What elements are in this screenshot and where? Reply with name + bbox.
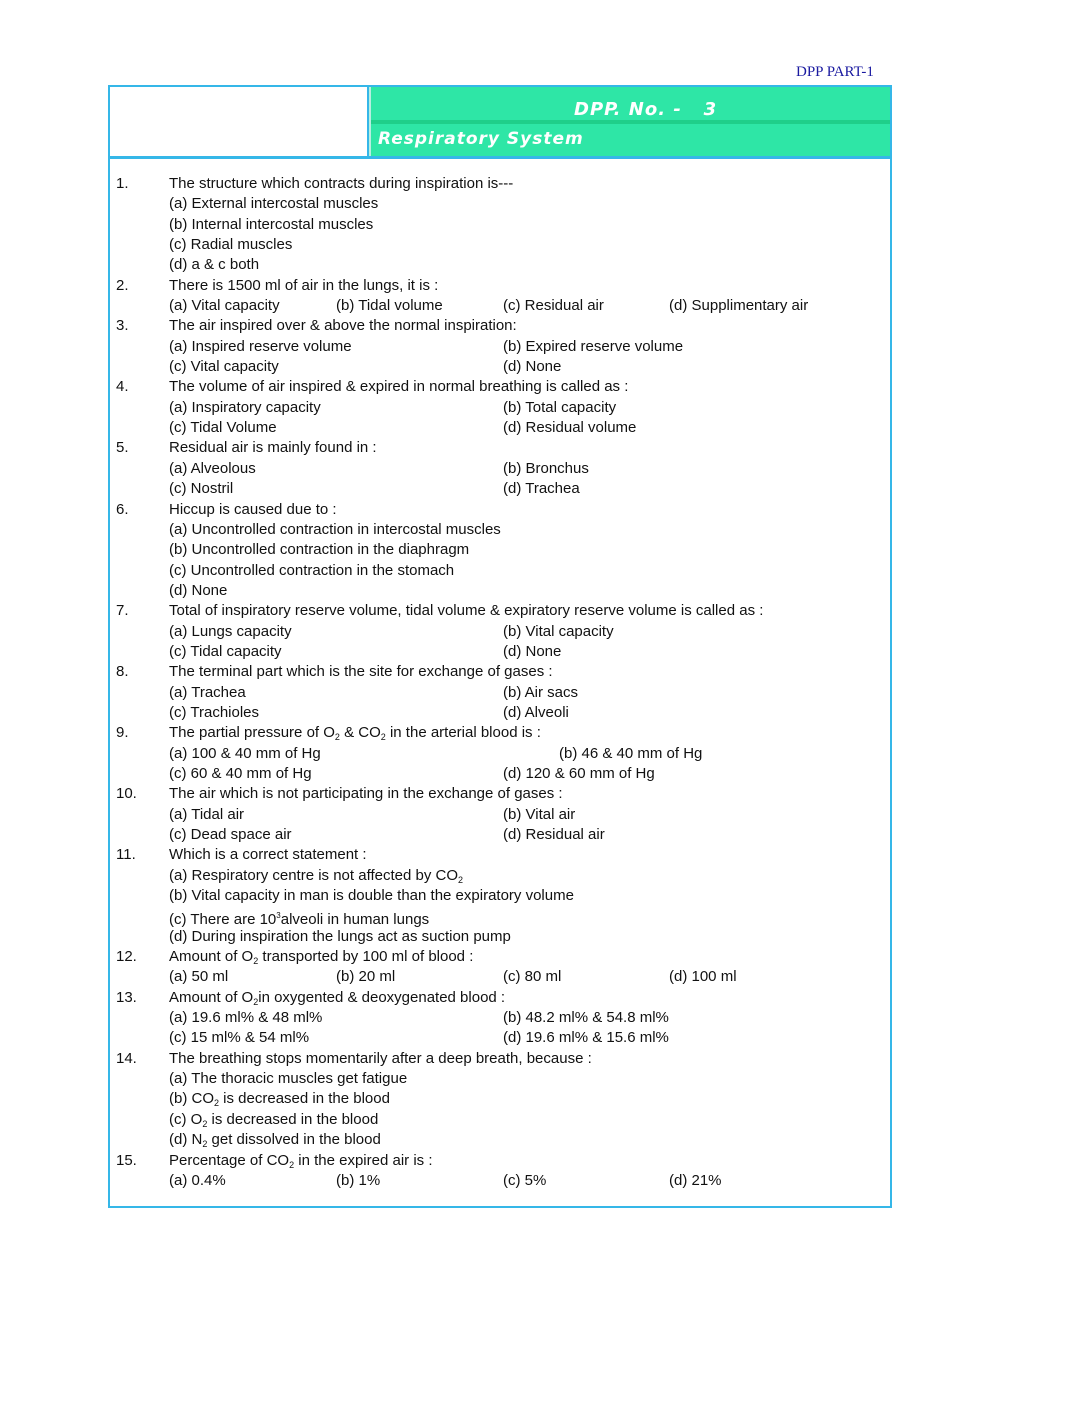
question-text: Amount of $O_2in$ oxygented & deoxygenated blood : (169, 988, 506, 1007)
option: (c) 80 ml (503, 968, 562, 986)
option-line (110, 703, 890, 723)
question-line (110, 500, 890, 520)
option: (a) External intercostal muscles (169, 195, 379, 213)
option: (d) Alveoli (503, 703, 569, 721)
question-number: 2. (116, 276, 129, 294)
question-line (110, 988, 890, 1008)
option-line (110, 1110, 890, 1130)
option: (a) 50 ml (169, 968, 229, 986)
option: (d) 120 & 60 mm of Hg (503, 764, 655, 782)
option: (b) 46 & 40 mm of Hg (559, 744, 703, 762)
option: (b) Air sacs (503, 683, 579, 701)
option: (b) 20 ml (336, 968, 396, 986)
option: (a) 19.6 ml% & 48 ml% (169, 1009, 323, 1027)
question-number: 11. (116, 846, 136, 864)
topic-title: Respiratory System (378, 129, 584, 149)
question-number: 10. (116, 785, 137, 803)
option-line (110, 927, 890, 947)
option: (b) 1% (336, 1171, 381, 1189)
option: (c) Trachioles (169, 703, 260, 721)
option-line (110, 255, 890, 275)
question-number: 9. (116, 724, 129, 742)
option: (d) Trachea (503, 480, 580, 498)
option: (b) Internal intercostal muscles (169, 215, 374, 233)
option: (b) $CO_2$ is decreased in the blood (169, 1090, 390, 1109)
option: (a) Vital capacity (169, 297, 280, 315)
option: (b) Vital capacity in man is double than the expiratory volume (169, 887, 574, 905)
question-line (110, 784, 890, 804)
option: (d) Supplimentary air (669, 297, 809, 315)
option-line (110, 825, 890, 845)
option: (b) 48.2 ml% & 54.8 ml% (503, 1009, 669, 1027)
question-text: The air inspired over & above the normal inspiration: (169, 317, 517, 335)
question-number: 14. (116, 1049, 137, 1067)
option: (a) 0.4% (169, 1171, 226, 1189)
option: (c) Nostril (169, 480, 234, 498)
question-line (110, 947, 890, 967)
question-number: 12. (116, 948, 137, 966)
question-line (110, 377, 890, 397)
option-line (110, 561, 890, 581)
option: (c) Residual air (503, 297, 604, 315)
option: (b) Vital air (503, 805, 576, 823)
question-text: There is 1500 ml of air in the lungs, it is : (169, 276, 439, 294)
option-line (110, 967, 890, 987)
option-line (110, 479, 890, 499)
worksheet-frame (108, 85, 892, 1208)
question-line (110, 723, 890, 743)
option: (c) 60 & 40 mm of Hg (169, 764, 312, 782)
option-line (110, 418, 890, 438)
question-number: 5. (116, 439, 129, 457)
option: (a) Inspiratory capacity (169, 398, 321, 416)
question-list (110, 174, 890, 1191)
option: (a) Lungs capacity (169, 622, 292, 640)
option: (c) Radial muscles (169, 236, 293, 254)
option-line (110, 459, 890, 479)
question-text: The terminal part which is the site for exchange of gases : (169, 663, 553, 681)
option-line (110, 764, 890, 784)
option: (c) $O_2$ is decreased in the blood (169, 1110, 379, 1129)
question-number: 8. (116, 663, 129, 681)
option-line (110, 215, 890, 235)
option: (d) Residual volume (503, 419, 637, 437)
option: (a) Alveolous (169, 459, 256, 477)
option-line (110, 805, 890, 825)
header-divider (371, 120, 890, 124)
question-number: 3. (116, 317, 129, 335)
question-line (110, 438, 890, 458)
page-part-label: DPP PART-1 (796, 64, 874, 80)
option: (c) Tidal capacity (169, 642, 282, 660)
question-text: The structure which contracts during inspiration is--- (169, 175, 514, 192)
option: (c) 5% (503, 1171, 547, 1189)
question-text: Which is a correct statement : (169, 846, 367, 864)
question-text: Hiccup is caused due to : (169, 500, 337, 518)
question-line (110, 316, 890, 336)
option: (a) Respiratory centre is not affected by $CO_2$ (169, 866, 464, 885)
question-number: 6. (116, 500, 129, 518)
question-text: Amount of $O_2$ transported by 100 ml of blood : (169, 948, 474, 967)
dpp-number: DPP. No. - 3 (574, 99, 718, 120)
question-line (110, 174, 890, 194)
option-line (110, 296, 890, 316)
header-banner (369, 87, 890, 156)
option-line (110, 520, 890, 540)
option-line (110, 622, 890, 642)
question-number: 4. (116, 378, 129, 396)
option-line (110, 1008, 890, 1028)
option: (a) 100 & 40 mm of Hg (169, 744, 321, 762)
option: (d) 19.6 ml% & 15.6 ml% (503, 1029, 669, 1047)
question-line (110, 1151, 890, 1171)
option: (d) None (169, 581, 228, 599)
option-line (110, 357, 890, 377)
question-text: Percentage of $CO_2$ in the expired air is : (169, 1151, 433, 1170)
option: (a) Tidal air (169, 805, 245, 823)
option: (d) 21% (669, 1171, 722, 1189)
question-number: 13. (116, 988, 137, 1006)
option: (d) a & c both (169, 256, 260, 274)
option: (b) Expired reserve volume (503, 337, 684, 355)
option-line (110, 642, 890, 662)
option: (c) Dead space air (169, 826, 292, 843)
option: (d) None (503, 642, 562, 660)
option-line (110, 337, 890, 357)
option-line (110, 886, 890, 906)
option: (d) 100 ml (669, 968, 737, 986)
question-line (110, 662, 890, 682)
question-number: 7. (116, 602, 129, 620)
option: (c) Uncontrolled contraction in the stomach (169, 561, 455, 579)
option-line (110, 1028, 890, 1048)
header-bottom-rule (110, 156, 890, 159)
option-line (110, 683, 890, 703)
question-line (110, 1049, 890, 1069)
option-line (110, 398, 890, 418)
option: (a) Uncontrolled contraction in intercostal muscles (169, 520, 501, 538)
option-line (110, 581, 890, 601)
option: (b) Total capacity (503, 398, 617, 416)
option: (b) Tidal volume (336, 297, 443, 315)
option: (d) $N_2$ get dissolved in the blood (169, 1131, 381, 1150)
question-number: 1. (116, 175, 129, 192)
option: (d) During inspiration the lungs act as suction pump (169, 927, 511, 945)
option-line (110, 1089, 890, 1109)
option: (c) There are $10^3alveoli$ in human lungs (169, 911, 430, 929)
option: (a) Inspired reserve volume (169, 337, 352, 355)
option-line (110, 866, 890, 886)
question-line (110, 276, 890, 296)
option-line (110, 744, 890, 764)
header-blank-cell (110, 87, 369, 156)
option-line (110, 906, 890, 929)
question-text: The breathing stops momentarily after a deep breath, because : (169, 1049, 592, 1067)
option: (d) Residual air (503, 826, 605, 843)
option: (b) Uncontrolled contraction in the diaphragm (169, 541, 470, 559)
question-text: Total of inspiratory reserve volume, tidal volume & expiratory reserve volume is called as : (169, 602, 764, 620)
question-line (110, 601, 890, 621)
option: (d) None (503, 358, 562, 376)
option: (a) Trachea (169, 683, 246, 701)
question-text: The partial pressure of $O_2$ & $CO_2$ in the arterial blood is : (169, 724, 541, 743)
question-text: The volume of air inspired & expired in normal breathing is called as : (169, 378, 629, 396)
option: (c) 15 ml% & 54 ml% (169, 1029, 310, 1047)
option: (b) Vital capacity (503, 622, 614, 640)
question-text: Residual air is mainly found in : (169, 439, 377, 457)
option-line (110, 194, 890, 214)
option: (c) Vital capacity (169, 358, 279, 376)
option: (c) Tidal Volume (169, 419, 277, 437)
question-line (110, 845, 890, 865)
question-text: The air which is not participating in the exchange of gases : (169, 785, 563, 803)
option-line (110, 540, 890, 560)
option: (a) The thoracic muscles get fatigue (169, 1070, 408, 1088)
option-line (110, 1130, 890, 1150)
option-line (110, 1069, 890, 1089)
question-number: 15. (116, 1151, 137, 1169)
option: (b) Bronchus (503, 459, 589, 477)
option-line (110, 235, 890, 255)
option-line (110, 1171, 890, 1191)
